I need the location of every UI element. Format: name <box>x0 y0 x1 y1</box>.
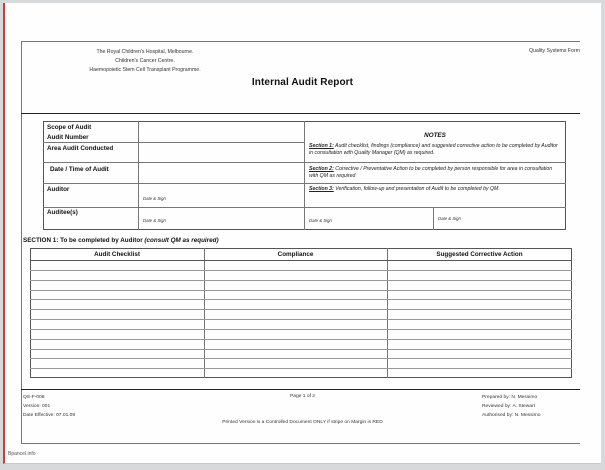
org-line: Children's Cancer Centre. <box>115 58 175 64</box>
note-lead: Section 3: <box>309 186 334 192</box>
header-rule <box>21 113 580 114</box>
reviewed-by: Reviewed by: A. Stewart <box>482 404 536 409</box>
table-divider <box>433 207 434 230</box>
label-auditor: Auditor <box>47 186 70 193</box>
table-row <box>30 309 572 310</box>
table-row <box>30 368 572 369</box>
table-row <box>30 319 572 320</box>
table-row <box>30 270 572 271</box>
label-audit-number: Audit Number <box>47 134 89 141</box>
org-line: The Royal Children's Hospital, Melbourne. <box>96 49 194 55</box>
date-effective: Date Effective: 07.01.09 <box>23 413 76 418</box>
table-rule <box>43 207 566 208</box>
controlled-document-note: Printed Version is a Controlled Document ONLY if stripe on Margin is RED <box>222 420 383 425</box>
footer-rule <box>21 389 580 390</box>
column-compliance: Compliance <box>277 251 314 258</box>
table-divider <box>138 121 139 230</box>
org-line: Haemopoietic Stem Cell Transplant Programme. <box>89 67 201 73</box>
authorised-by: Authorised by: N. Messimo <box>482 413 541 418</box>
auditee-date-sign-3: Date & Sign <box>438 216 461 221</box>
table-row <box>30 260 572 261</box>
note-section-1 <box>309 143 559 157</box>
auditor-date-sign: Date & Sign <box>143 196 166 201</box>
section-1-subtitle: (consult QM as required) <box>144 237 219 244</box>
note-lead: Section 1: <box>309 143 334 149</box>
table-rule <box>43 162 566 163</box>
column-corrective-action: Suggested Corrective Action <box>436 251 523 258</box>
table-row <box>30 349 572 350</box>
label-date-time: Date / Time of Audit <box>50 166 109 173</box>
left-margin-rule <box>21 41 22 443</box>
bottom-rule <box>21 443 580 444</box>
document-title: Internal Audit Report <box>251 77 354 88</box>
note-section-2 <box>309 166 559 180</box>
table-row <box>30 339 572 340</box>
label-scope: Scope of Audit <box>47 124 92 131</box>
auditee-date-sign: Date & Sign <box>143 218 166 223</box>
doc-code: QS-F-008 <box>23 395 45 400</box>
form-type-label: Quality Systems Form <box>528 48 580 54</box>
table-row <box>30 299 572 300</box>
table-rule <box>43 183 566 184</box>
table-row <box>30 280 572 281</box>
label-auditees: Auditee(s) <box>47 209 78 216</box>
note-text: Corrective / Preventative Action to be completed by person responsible for area in consultation with QM as required <box>309 166 553 179</box>
note-lead: Section 2: <box>309 166 334 172</box>
notes-heading: NOTES <box>424 132 446 139</box>
table-row <box>30 358 572 359</box>
auditee-date-sign-2: Date & Sign <box>309 218 332 223</box>
watermark-credit: Bpancel.info <box>8 451 36 457</box>
column-audit-checklist: Audit Checklist <box>94 251 140 258</box>
table-rule <box>43 142 305 143</box>
page-number: Page 1 of 2 <box>289 394 316 399</box>
doc-version: Version: 001 <box>23 404 51 409</box>
note-section-3 <box>309 186 561 193</box>
section-1-heading <box>23 237 219 244</box>
prepared-by: Prepared by: N. Messimo <box>482 395 538 400</box>
top-rule <box>21 41 580 42</box>
note-text: Audit checklist, findings (compliance) and suggested corrective action to be completed by Auditor in consultation with Quality Manager (QM) as required. <box>309 143 558 156</box>
organisation-block <box>70 48 220 75</box>
section-1-title: SECTION 1: To be completed by Auditor <box>23 237 143 244</box>
approval-block <box>482 393 540 420</box>
table-row <box>30 329 572 330</box>
label-area: Area Audit Conducted <box>47 145 114 152</box>
table-row <box>30 290 572 291</box>
note-text: Verification, follow-up and presentation of Audit to be completed by QM. <box>333 186 500 192</box>
